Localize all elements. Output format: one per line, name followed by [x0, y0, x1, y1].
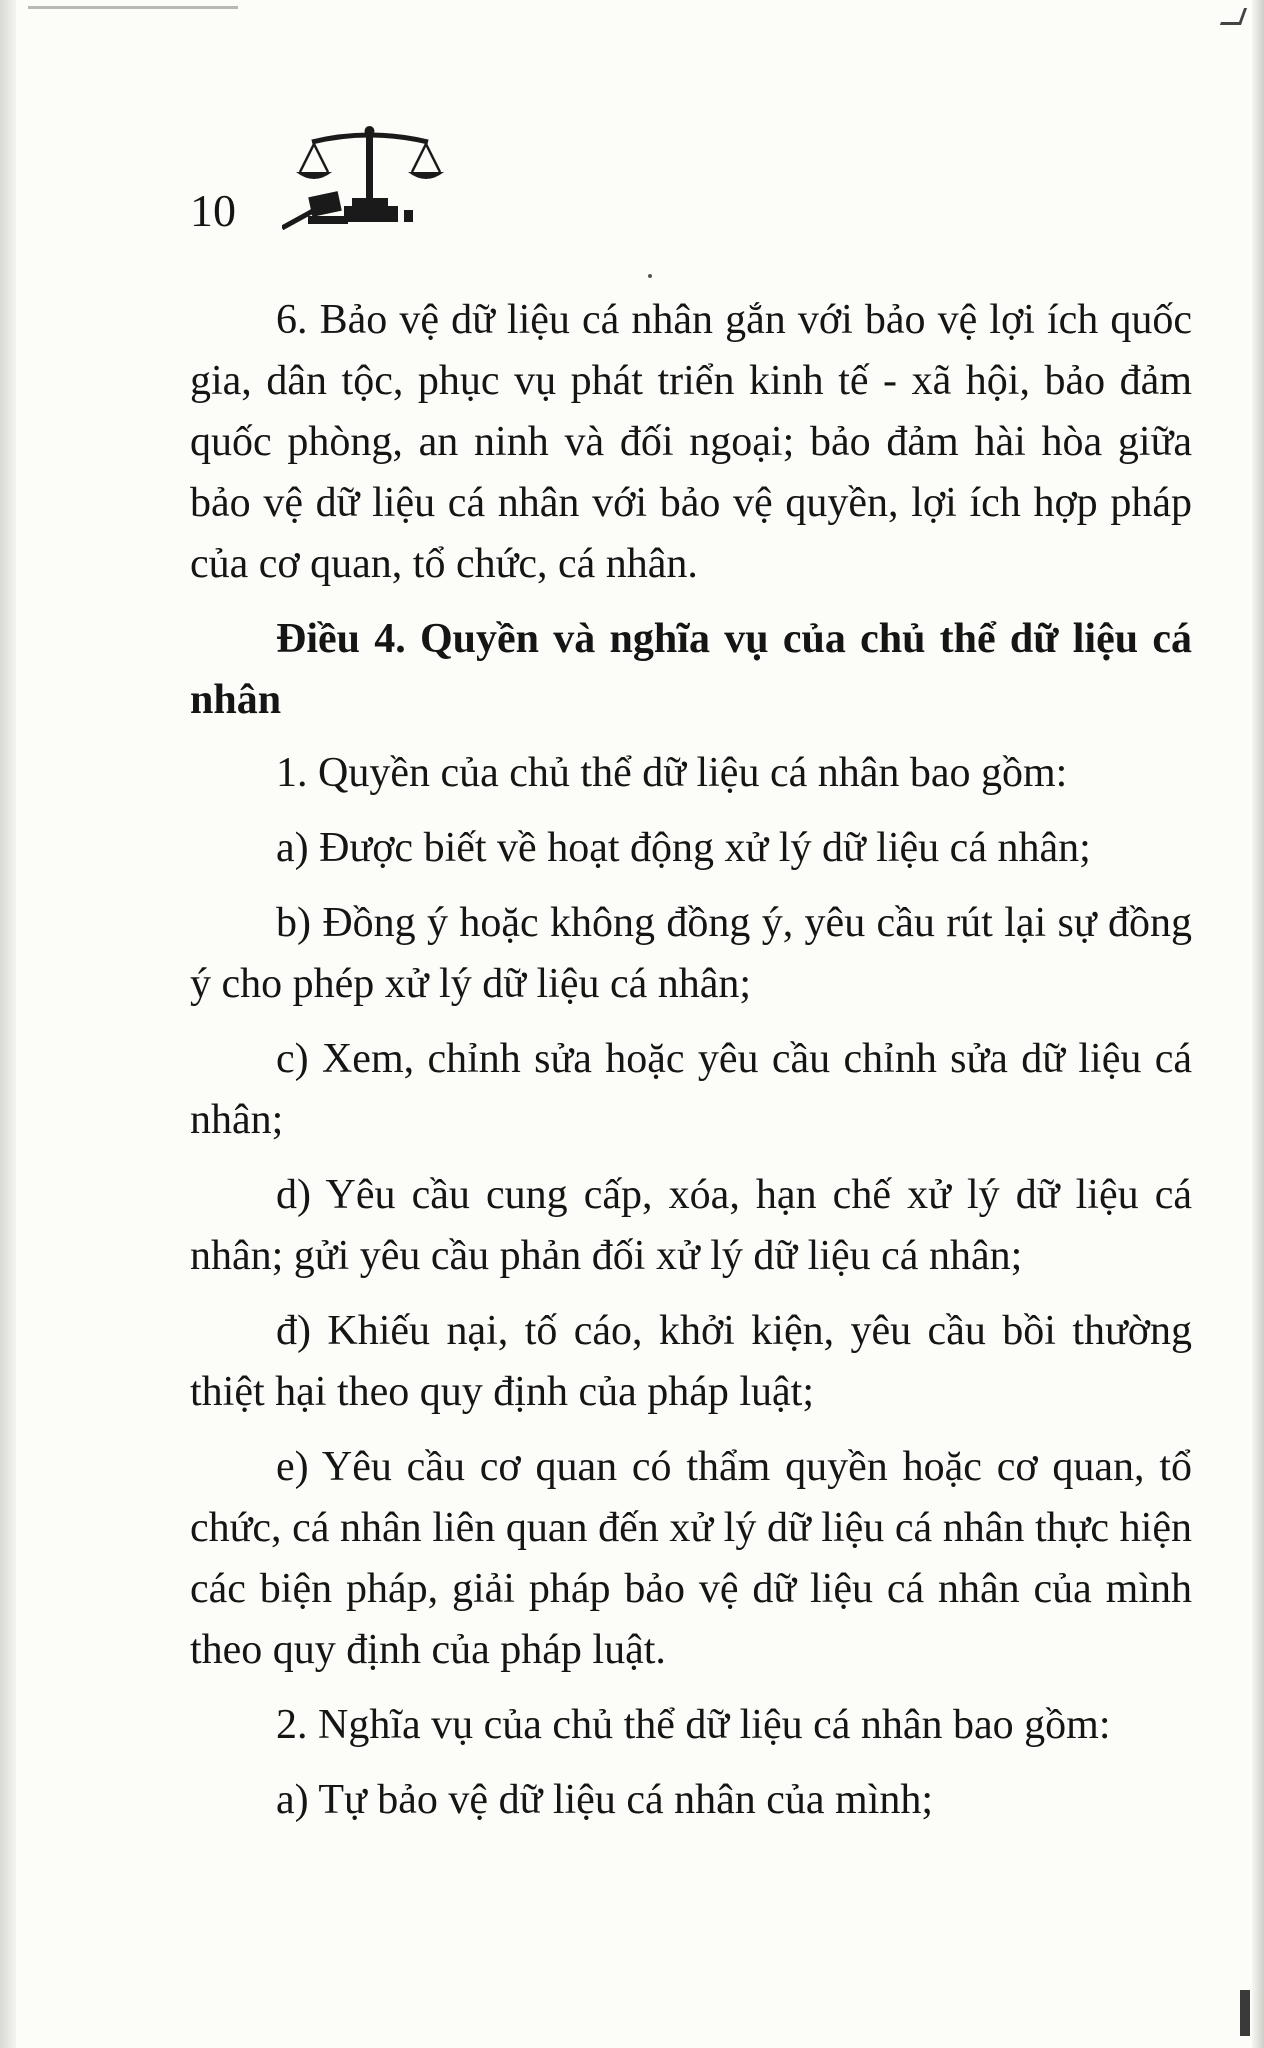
- article-heading: Điều 4. Quyền và nghĩa vụ của chủ thể dữ liệu cá nhân: [190, 616, 1192, 723]
- scales-of-justice-gavel-icon: [282, 120, 462, 230]
- list-item: e) Yêu cầu cơ quan có thẩm quyền hoặc cơ quan, tổ chức, cá nhân liên quan đến xử lý dữ liệu cá nhân thực hiện các biện pháp, giải pháp bảo vệ dữ liệu cá nhân của mình theo quy định của pháp luật.: [190, 1444, 1192, 1673]
- page-left-edge: [0, 0, 16, 2048]
- clause-2-intro: 2. Nghĩa vụ của chủ thể dữ liệu cá nhân bao gồm:: [276, 1702, 1111, 1748]
- page-number: 10: [190, 185, 236, 236]
- list-item: a) Được biết về hoạt động xử lý dữ liệu cá nhân;: [276, 825, 1091, 871]
- corner-mark: [1220, 8, 1247, 25]
- page-right-edge: [1252, 0, 1264, 2048]
- list-item: đ) Khiếu nại, tố cáo, khởi kiện, yêu cầu bồi thường thiệt hại theo quy định của pháp luật;: [190, 1308, 1192, 1415]
- list-item: c) Xem, chỉnh sửa hoặc yêu cầu chỉnh sửa dữ liệu cá nhân;: [190, 1036, 1192, 1143]
- page-header: [190, 120, 590, 240]
- bottom-edge-mark: [1240, 1990, 1250, 2036]
- top-edge-mark: [28, 6, 238, 9]
- list-item: b) Đồng ý hoặc không đồng ý, yêu cầu rút lại sự đồng ý cho phép xử lý dữ liệu cá nhân;: [190, 900, 1192, 1007]
- list-item: d) Yêu cầu cung cấp, xóa, hạn chế xử lý dữ liệu cá nhân; gửi yêu cầu phản đối xử lý dữ liệu cá nhân;: [190, 1172, 1192, 1279]
- clause-1-intro: 1. Quyền của chủ thể dữ liệu cá nhân bao gồm:: [276, 750, 1068, 796]
- print-speck: [648, 274, 652, 278]
- list-item: a) Tự bảo vệ dữ liệu cá nhân của mình;: [276, 1777, 934, 1823]
- document-body: [190, 290, 1192, 1845]
- paragraph-clause-6: 6. Bảo vệ dữ liệu cá nhân gắn với bảo vệ lợi ích quốc gia, dân tộc, phục vụ phát triển kinh tế - xã hội, bảo đảm quốc phòng, an ninh và đối ngoại; bảo đảm hài hòa giữa bảo vệ dữ liệu cá nhân với bảo vệ quyền, lợi ích hợp pháp của cơ quan, tổ chức, cá nhân.: [190, 297, 1192, 587]
